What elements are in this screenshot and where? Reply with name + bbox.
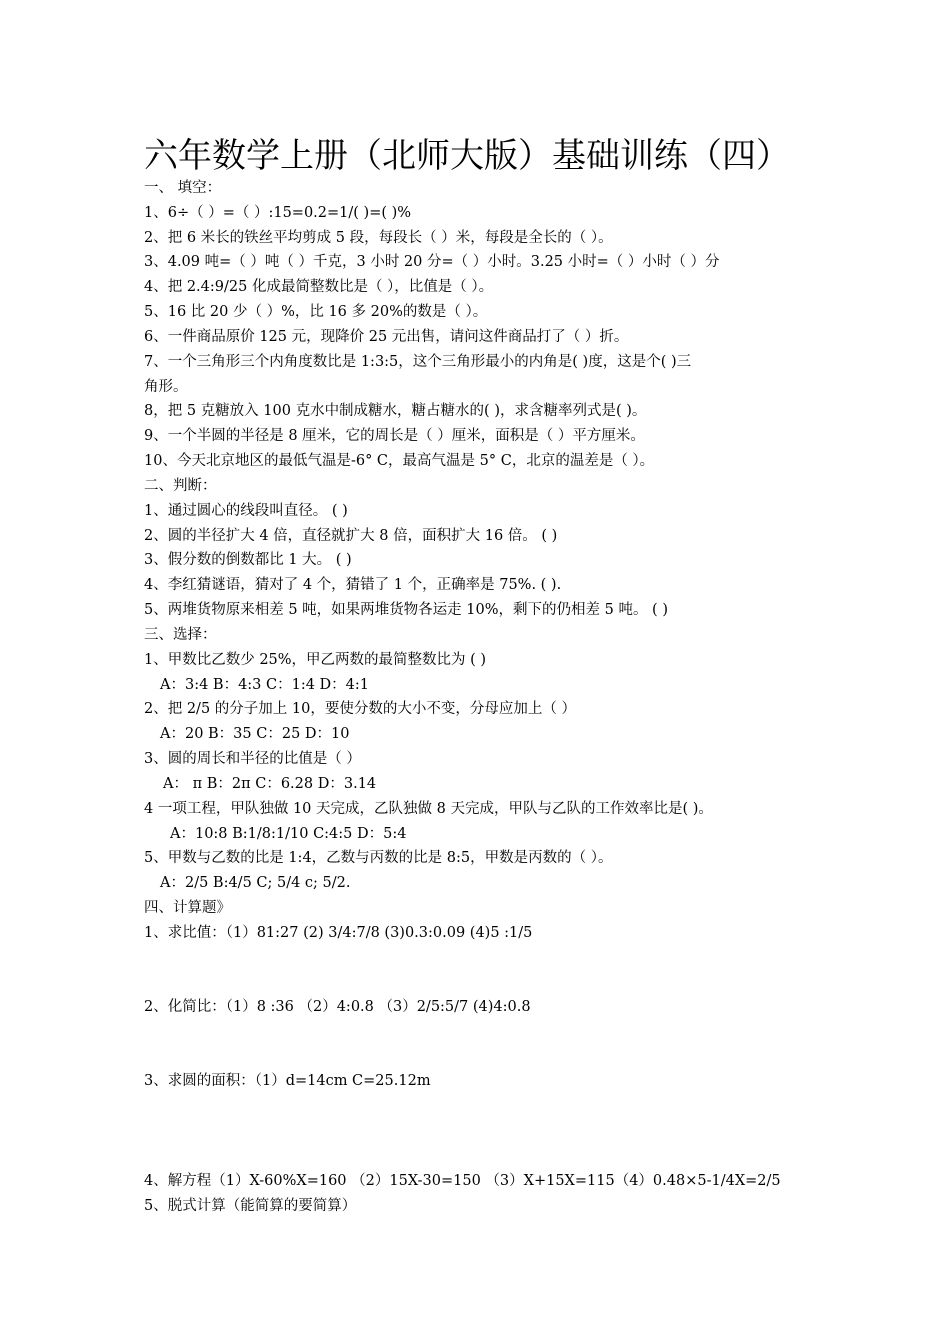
question-line: 1、求比值：（1）81:27 (2) 3/4:7/8 (3)0.3:0.09 (4)5 :1/5 — [144, 925, 533, 941]
section-heading-judge: 二、判断： — [144, 478, 217, 494]
question-line: 4、李红猜谜语，猜对了 4 个，猜错了 1 个，正确率是 75%. ( ). — [144, 577, 562, 593]
question-line: 1、6÷（ ）=（ ）:15=0.2=1/( )=( )% — [144, 205, 412, 221]
question-line: 2、圆的半径扩大 4 倍，直径就扩大 8 倍，面积扩大 16 倍。 ( ) — [144, 528, 558, 544]
question-line: 3、4.09 吨=（ ）吨（ ）千克，3 小时 20 分=（ ）小时。3.25 小时=（ ）小时（ ）分 — [144, 254, 720, 270]
question-line: 3、求圆的面积：（1）d=14cm C=25.12m — [144, 1073, 431, 1089]
question-line: 7、一个三角形三个内角度数比是 1:3:5，这个三角形最小的内角是( )度，这是个( )三 — [144, 354, 692, 370]
options-line: A：3:4 B：4:3 C：1:4 D：4:1 — [160, 677, 370, 693]
question-line: 1、甲数比乙数少 25%，甲乙两数的最简整数比为 ( ) — [144, 652, 487, 668]
question-line: 2、把 2/5 的分子加上 10，要使分数的大小不变，分母应加上（ ） — [144, 701, 576, 717]
question-line: 9、一个半圆的半径是 8 厘米，它的周长是（ ）厘米，面积是（ ）平方厘米。 — [144, 428, 645, 444]
options-line: A：20 B：35 C：25 D：10 — [160, 726, 350, 742]
question-line: 5、脱式计算（能简算的要简算） — [144, 1198, 357, 1214]
question-line: 4、把 2.4:9/25 化成最简整数比是（ ），比值是（ ）。 — [144, 279, 494, 295]
question-line: 5、两堆货物原来相差 5 吨，如果两堆货物各运走 10%，剩下的仍相差 5 吨。 ( ) — [144, 602, 668, 618]
question-line: 1、通过圆心的线段叫直径。 ( ) — [144, 503, 348, 519]
section-heading-calculation: 四、计算题》 — [144, 900, 231, 916]
question-line: 2、化简比：（1）8 :36 （2）4:0.8 （3）2/5:5/7 (4)4:0.8 — [144, 999, 531, 1015]
section-heading-fill-blank: 一、 填空： — [144, 180, 222, 196]
section-heading-choice: 三、选择： — [144, 627, 217, 643]
options-line: A： π B：2π C：6.28 D：3.14 — [163, 776, 377, 792]
question-line: 6、一件商品原价 125 元，现降价 25 元出售，请问这件商品打了（ ）折。 — [144, 329, 629, 345]
options-line: A：2/5 B:4/5 C; 5/4 c; 5/2. — [160, 875, 351, 891]
page-title: 六年数学上册（北师大版）基础训练（四） — [144, 136, 790, 176]
question-line: 3、假分数的倒数都比 1 大。 ( ) — [144, 552, 352, 568]
question-line: 5、甲数与乙数的比是 1:4，乙数与丙数的比是 8:5，甲数是丙数的（ ）。 — [144, 850, 613, 866]
question-line: 4 一项工程，甲队独做 10 天完成，乙队独做 8 天完成，甲队与乙队的工作效率比是( )。 — [144, 801, 713, 817]
question-line: 4、解方程（1）X-60%X=160 （2）15X-30=150 （3）X+15X=115（4）0.48×5-1/4X=2/5 — [144, 1173, 781, 1189]
question-line: 5、16 比 20 少（ ）%，比 16 多 20%的数是（ ）。 — [144, 304, 488, 320]
question-line: 10、今天北京地区的最低气温是-6° C，最高气温是 5° C，北京的温差是（ ）。 — [144, 453, 655, 469]
question-line: 8，把 5 克糖放入 100 克水中制成糖水，糖占糖水的( )，求含糖率列式是( )。 — [144, 403, 647, 419]
question-line: 3、圆的周长和半径的比值是（ ） — [144, 751, 361, 767]
options-line: A：10:8 B:1/8:1/10 C:4:5 D：5:4 — [170, 826, 407, 842]
question-line: 角形。 — [144, 379, 188, 395]
question-line: 2、把 6 米长的铁丝平均剪成 5 段，每段长（ ）米，每段是全长的（ ）。 — [144, 230, 613, 246]
